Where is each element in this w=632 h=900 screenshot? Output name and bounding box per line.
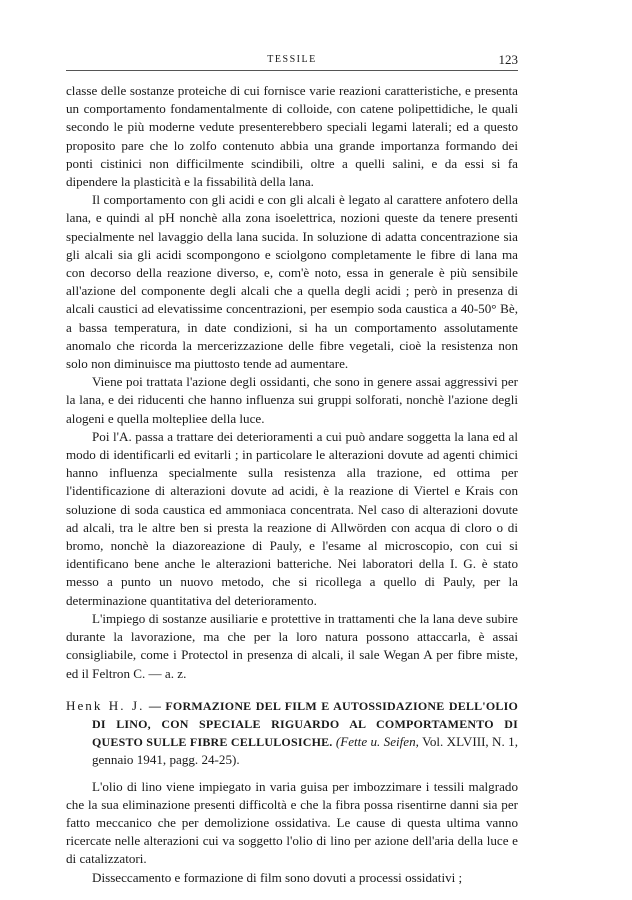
running-header bbox=[66, 52, 518, 71]
paragraph: L'impiego di sostanze ausiliarie e protettive in trattamenti che la lana deve subire durante la lavorazione, ma che per la loro natura possono attaccarla, è assai consigliabile, come i Protectol in presenza di alcali, il sale Wegan A per fibre miste, ed il Feltron C. — a. z. bbox=[66, 610, 518, 681]
paragraph: classe delle sostanze proteiche di cui fornisce varie reazioni caratteristiche, e presenta un comportamento fondamentalmente di colloide, con catene polipettidiche, le quali secondo le più moderne vedute presenterebbero speciali legami laterali; ed a questo proposito pare che lo zolfo contenuto abbia una grande importanza formando dei ponti cistinici non difficilmente scindibili, oltre a quelli salini, e da essi si fa dipendere la plasticità e la fissabilità della lana. bbox=[66, 83, 518, 190]
paragraph: Viene poi trattata l'azione degli ossidanti, che sono in genere assai aggressivi per la lana, e dei riducenti che hanno influenza sui gruppi solforati, nonchè l'azione degli alogeni e quella moltepliee della luce. bbox=[66, 374, 518, 426]
page-number: 123 bbox=[498, 52, 518, 67]
article-body bbox=[66, 82, 518, 887]
paragraph: Disseccamento e formazione di film sono dovuti a processi ossidativi ; bbox=[92, 869, 463, 885]
abstract-heading bbox=[66, 697, 518, 770]
running-title: TESSILE bbox=[267, 54, 317, 65]
abstract-citation: Vol. XLVIII, N. 1, gennaio 1941, pagg. 24-25). bbox=[92, 734, 518, 768]
paragraph: Poi l'A. passa a trattare dei deterioramenti a cui può andare soggetta la lana ed al modo di identificarli ed evitarli ; in particolare le alterazioni dovute ad agenti chimici hanno influenza specialmente sulla resistenza alla trazione, ed ottima per l'identificazione di alterazioni dovute ad acidi, è la reazione di Viertel e Krais con soluzione di soda caustica ed ammoniaca concentrata. Nel caso di alterazioni dovute ad alcali, tra le altre ben si presta la reazione di Allwörden con acqua di cloro o di bromo, nonchè la diazoreazione di Pauly, e l'esame al microscopio, con cui si identificano bene anche le alterazioni batteriche. Nei laboratori della I. G. è stato messo a punto un nuovo metodo, che si ricollega a quello di Pauly, per la determinazione quantitativa del deterioramento. bbox=[66, 428, 518, 608]
paragraph: L'olio di lino viene impiegato in varia guisa per imbozzimare i tessili malgrado che la sua eliminazione presenti difficoltà e che la fibra possa risentirne danni sia per fatto meccanico che per demolizione ossidativa. Le cause di questa ultima vanno ricercate nelle alterazioni cui va soggetto l'olio di lino per azione dell'aria della luce e di catalizzatori. bbox=[66, 778, 518, 867]
paragraph: Il comportamento con gli acidi e con gli alcali è legato al carattere anfotero della lana, e quindi al pH nonchè alla zona isoelettrica, nozioni queste da tenere presenti specialmente nel lavaggio della lana sucida. In soluzione di adatta concentrazione sia gli alcali sia gli acidi scompongono e sciolgono completamente le fibre di lana ma con decorso della reazione diverso, e, com'è noto, essa in generale è più sensibile all'azione del componente degli alcali che a quella degli acidi ; però in presenza di alcali caustici ad elevatissime concentrazioni, per esempio soda caustica a 40-50° Bè, a bassa temperatura, in date condizioni, si ha un comportamento assolutamente anomalo che ricorda la mercerizzazione delle fibre vegetali, cioè la resistenza non solo non diminuisce ma piuttosto tende ad aumentare. bbox=[66, 192, 518, 372]
abstract-journal: (Fette u. Seifen, bbox=[335, 734, 419, 750]
abstract-title: — FORMAZIONE DEL FILM E AUTOSSIDAZIONE DELL'OLIO DI LINO, CON SPECIALE RIGUARDO AL COMPORTAMENTO DI QUESTO SULLE FIBRE CELLULOSICHE. bbox=[92, 698, 518, 750]
abstract-author: Henk H. J. bbox=[66, 697, 145, 713]
